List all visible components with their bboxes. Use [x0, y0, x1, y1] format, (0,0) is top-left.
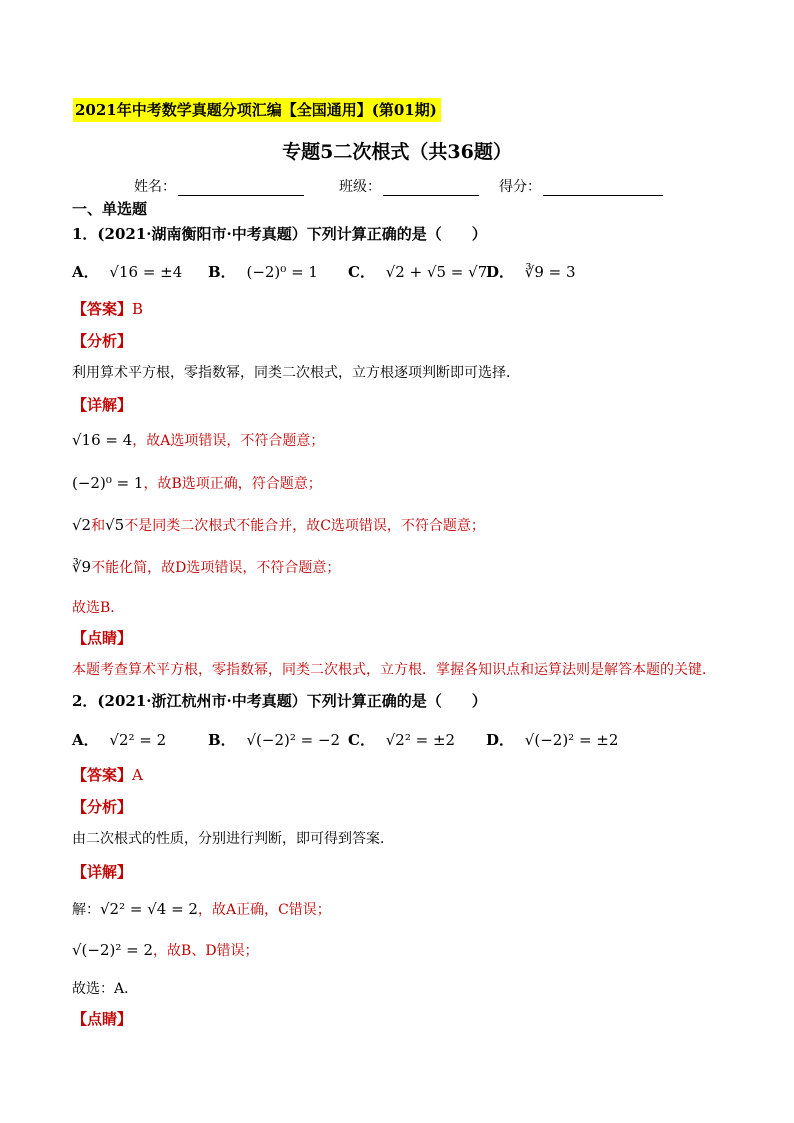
q1-answer-value: B — [132, 300, 144, 318]
q1-option-c — [348, 261, 487, 282]
q1-analysis-text: 利用算术平方根，零指数幂，同类二次根式，立方根逐项判断即可选择． — [72, 365, 520, 381]
class-blank[interactable] — [383, 180, 479, 196]
q1-option-c-label: C． — [348, 263, 375, 281]
q1-comment-tag: 【点睛】 — [72, 629, 133, 647]
q2-option-d — [486, 729, 618, 750]
q1-answer-tag: 【答案】 — [72, 300, 133, 318]
q1-option-d-label: D． — [486, 263, 515, 281]
q2-detail-2-text: ，故B、D错误； — [153, 943, 259, 959]
q1-detail-1-text: ，故A选项错误，不符合题意； — [132, 433, 325, 449]
q1-detail-3-expr2: √5 — [105, 516, 125, 534]
q2-answer-tag: 【答案】 — [72, 766, 133, 784]
q2-option-a-label: A． — [72, 731, 99, 749]
q1-detail-4-text: 不能化简，故D选项错误，不符合题意； — [91, 560, 341, 576]
q2-detail-1-text: ，故A正确，C错误； — [197, 902, 331, 918]
q2-option-b-expr: √(−2)² = −2 — [246, 731, 341, 749]
q2-option-a-expr: √2² = 2 — [109, 731, 167, 749]
q2-option-c-label: C． — [348, 731, 375, 749]
q1-comment-text: 本题考查算术平方根，零指数幂，同类二次根式，立方根．掌握各知识点和运算法则是解答本题的关键． — [72, 662, 716, 678]
q2-comment-tag: 【点睛】 — [72, 1010, 133, 1028]
name-label: 姓名： — [134, 179, 176, 195]
section-heading: 一、单选题 — [72, 200, 148, 218]
q2-stem: 2．(2021·浙江杭州市·中考真题）下列计算正确的是（ ） — [72, 692, 487, 710]
q2-option-d-label: D． — [486, 731, 515, 749]
q2-option-b — [208, 729, 340, 750]
q2-answer-value: A — [132, 766, 143, 784]
q1-detail-3 — [72, 515, 485, 535]
q1-option-b-label: B． — [208, 263, 236, 281]
q2-option-d-expr: √(−2)² = ±2 — [524, 731, 619, 749]
name-field[interactable] — [134, 176, 304, 196]
q2-option-c — [348, 729, 455, 750]
class-label: 班级： — [339, 179, 381, 195]
q1-detail-4 — [72, 557, 340, 577]
name-blank[interactable] — [178, 180, 304, 196]
q1-option-d — [486, 261, 576, 282]
q2-detail-1 — [72, 899, 331, 919]
q1-detail-1 — [72, 430, 324, 450]
q1-option-b — [208, 261, 318, 282]
q1-answer — [72, 298, 143, 319]
q2-answer — [72, 764, 143, 785]
q1-conclusion: 故选B． — [72, 600, 125, 616]
q1-analysis-tag: 【分析】 — [72, 332, 133, 350]
q1-detail-4-expr: ∛9 — [72, 558, 92, 576]
class-field[interactable] — [339, 176, 479, 196]
q1-detail-2-expr: (−2)⁰ = 1 — [72, 474, 144, 492]
q2-analysis-tag: 【分析】 — [72, 798, 133, 816]
q1-option-c-expr: √2 + √5 = √7 — [385, 263, 488, 281]
q1-detail-2 — [72, 473, 322, 493]
q2-option-a — [72, 729, 166, 750]
q2-detail-1-prefix: 解： — [72, 902, 100, 918]
q2-detail-1-expr: √2² = √4 = 2 — [100, 900, 198, 918]
q1-stem: 1．(2021·湖南衡阳市·中考真题）下列计算正确的是（ ） — [72, 225, 487, 243]
q1-option-a-expr: √16 = ±4 — [109, 263, 183, 281]
score-field[interactable] — [499, 176, 663, 196]
q2-detail-2 — [72, 940, 259, 960]
q2-option-b-label: B． — [208, 731, 236, 749]
series-header-tag: 2021年中考数学真题分项汇编【全国通用】(第01期) — [73, 98, 441, 122]
q1-detail-3-mid: 和 — [91, 518, 106, 534]
q1-option-a-label: A． — [72, 263, 99, 281]
q1-detail-1-expr: √16 = 4 — [72, 431, 133, 449]
q1-option-b-expr: (−2)⁰ = 1 — [246, 263, 318, 281]
q2-detail-tag: 【详解】 — [72, 863, 133, 881]
q2-analysis-text: 由二次根式的性质，分别进行判断，即可得到答案． — [72, 831, 394, 847]
q2-conclusion: 故选：A． — [72, 981, 139, 997]
q2-detail-2-expr: √(−2)² = 2 — [72, 941, 154, 959]
q1-detail-tag: 【详解】 — [72, 396, 133, 414]
q1-detail-2-text: ，故B选项正确，符合题意； — [143, 476, 322, 492]
q1-option-d-expr: ∛9 = 3 — [524, 263, 576, 281]
q1-option-a — [72, 261, 182, 282]
q1-detail-3-expr: √2 — [72, 516, 92, 534]
score-label: 得分： — [499, 179, 541, 195]
page-title: 专题5二次根式（共36题） — [282, 141, 512, 163]
q2-option-c-expr: √2² = ±2 — [385, 731, 456, 749]
q1-detail-3-text: 不是同类二次根式不能合并，故C选项错误，不符合题意； — [124, 518, 485, 534]
score-blank[interactable] — [543, 180, 663, 196]
